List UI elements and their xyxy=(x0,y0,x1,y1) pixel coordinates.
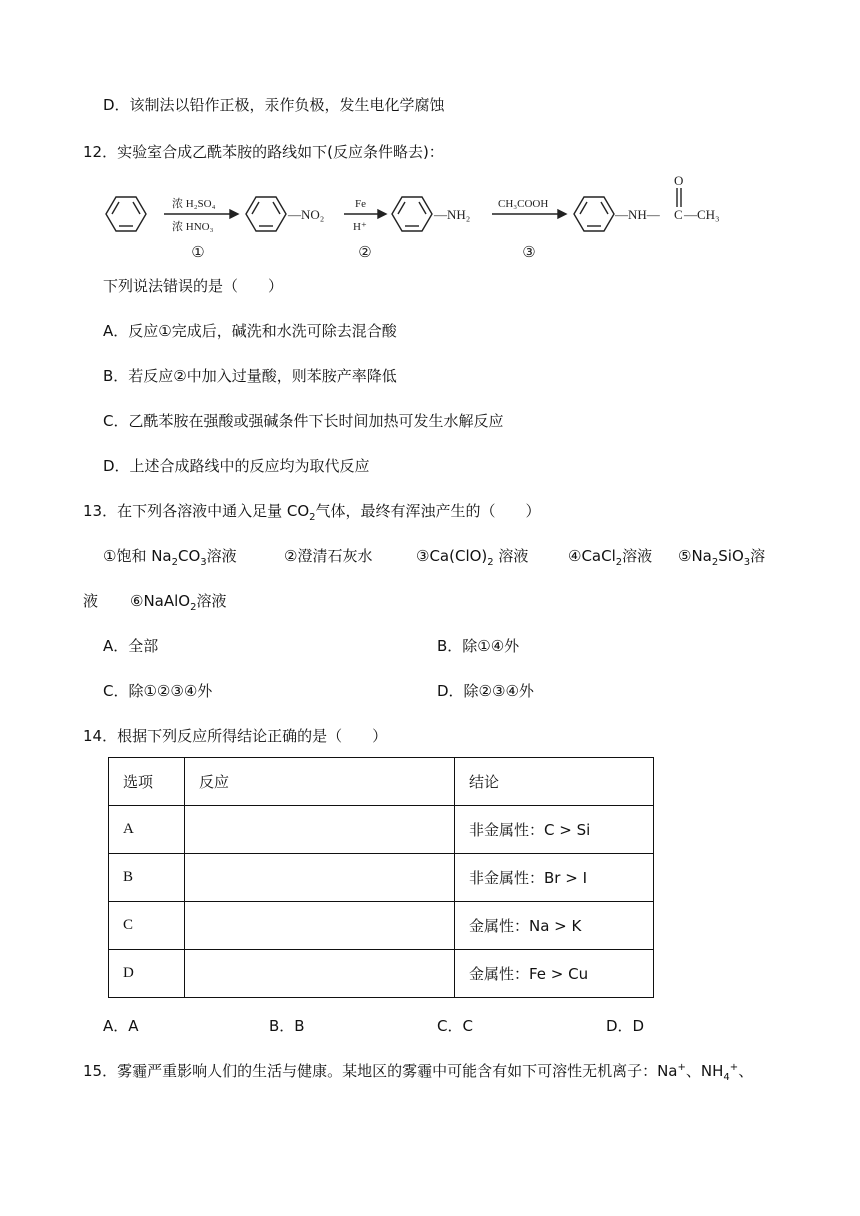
header-option: 选项 xyxy=(109,758,185,806)
amide-carbon: C xyxy=(674,207,683,222)
step1-reagent-top: 浓 H₂SO₄ xyxy=(172,198,216,210)
q13-stem: 13．在下列各溶液中通入足量 $CO_2$气体，最终有浑浊产生的（ ） xyxy=(83,502,541,523)
q13-item-5: $⑤Na_2SiO_3$溶 xyxy=(678,547,766,568)
table-row xyxy=(109,950,654,998)
header-reaction: 反应 xyxy=(185,758,455,806)
table-header-row xyxy=(109,758,654,806)
q12-option-c: C．乙酰苯胺在强酸或强碱条件下长时间加热可发生水解反应 xyxy=(103,412,504,430)
q14-option-c: C．C xyxy=(437,1017,473,1035)
q13-item-1: ①饱和 $Na_2CO_3$溶液 xyxy=(103,547,237,568)
step3-number: ③ xyxy=(522,245,536,261)
q14-option-b: B．B xyxy=(269,1017,305,1035)
step1-number: ① xyxy=(191,245,205,261)
q14-table xyxy=(108,757,654,998)
table-row xyxy=(109,854,654,902)
aniline-ring xyxy=(392,197,432,231)
row-conclusion: 非金属性：Br > I xyxy=(455,854,654,902)
q13-option-d: D．除②③④外 xyxy=(437,682,534,700)
q12-option-d: D．上述合成路线中的反应均为取代反应 xyxy=(103,457,370,475)
nitrobenzene-ring xyxy=(246,197,286,231)
row-option: A xyxy=(109,806,185,854)
row-conclusion: 金属性：Na > K xyxy=(455,902,654,950)
q12-option-b: B．若反应②中加入过量酸，则苯胺产率降低 xyxy=(103,367,397,385)
row-conclusion: 金属性：Fe > Cu xyxy=(455,950,654,998)
q13-option-c: C．除①②③④外 xyxy=(103,682,213,700)
q13-option-a: A．全部 xyxy=(103,637,159,655)
acetanilide-ring xyxy=(574,197,614,231)
q13-item-5-cont: 液 xyxy=(83,592,99,610)
benzene-ring xyxy=(106,197,146,231)
table-row xyxy=(109,806,654,854)
q13-item-2: ②澄清石灰水 xyxy=(284,547,373,565)
q11-option-d: D．该制法以铅作正极，汞作负极，发生电化学腐蚀 xyxy=(103,96,445,114)
amide-nh: —NH— xyxy=(615,207,660,222)
q13-item-3: $③Ca(ClO)_2$ 溶液 xyxy=(416,547,529,568)
step2-reagent-bottom: H⁺ xyxy=(353,221,367,233)
step2-number: ② xyxy=(358,245,372,261)
step1-reagent-bottom: 浓 HNO₃ xyxy=(172,221,214,233)
row-reaction xyxy=(185,806,455,854)
row-reaction xyxy=(185,902,455,950)
q13-option-b: B．除①④外 xyxy=(437,637,520,655)
row-option: D xyxy=(109,950,185,998)
amide-methyl: —CH₃ xyxy=(684,207,720,222)
table-row xyxy=(109,902,654,950)
q13-item-6: ⑥NaAlO$_2$溶液 xyxy=(130,592,227,613)
nitro-group: —NO₂ xyxy=(288,207,325,222)
row-option: C xyxy=(109,902,185,950)
row-reaction xyxy=(185,854,455,902)
q12-question: 下列说法错误的是（ ） xyxy=(103,277,284,295)
q14-option-a: A．A xyxy=(103,1017,139,1035)
q12-stem: 12．实验室合成乙酰苯胺的路线如下(反应条件略去)： xyxy=(83,143,444,161)
row-conclusion: 非金属性：C > Si xyxy=(455,806,654,854)
q14-option-d: D．D xyxy=(606,1017,645,1035)
q15-stem: 15．雾霾严重影响人们的生活与健康。某地区的雾霾中可能含有如下可溶性无机离子：Na+、$NH_4^+$、 xyxy=(83,1062,754,1083)
row-option: B xyxy=(109,854,185,902)
step2-reagent-top: Fe xyxy=(355,198,366,210)
amine-group: —NH₂ xyxy=(434,207,471,222)
q14-stem: 14．根据下列反应所得结论正确的是（ ） xyxy=(83,727,388,745)
row-reaction xyxy=(185,950,455,998)
q12-option-a: A．反应①完成后，碱洗和水洗可除去混合酸 xyxy=(103,322,397,340)
q13-item-4: ④CaCl$_2$溶液 xyxy=(568,547,653,568)
amide-oxygen: O xyxy=(674,173,684,188)
q12-reaction-scheme xyxy=(102,172,738,264)
header-conclusion: 结论 xyxy=(455,758,654,806)
step3-reagent-top: CH₃COOH xyxy=(498,198,549,210)
